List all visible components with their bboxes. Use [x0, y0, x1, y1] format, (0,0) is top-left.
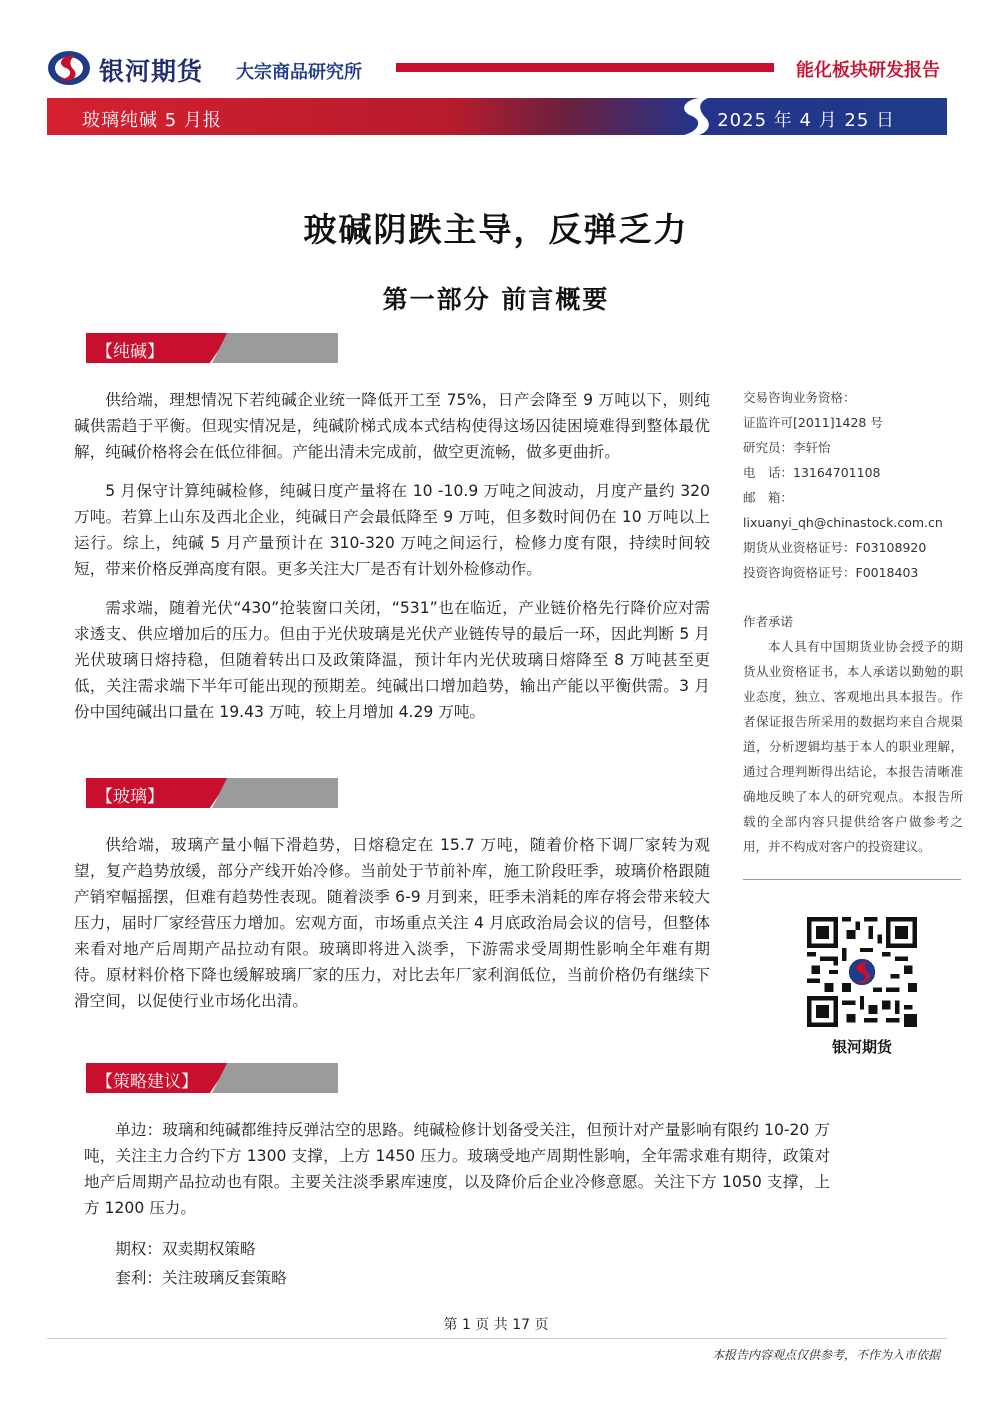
phone: 电 话：13164701108 — [743, 465, 881, 480]
paragraph: 需求端，随着光伏“430”抢装窗口关闭，“531”也在临近，产业链价格先行降价应对需求透支、供应增加后的压力。但由于光伏玻璃是光伏产业链传导的最后一环，因此判断 5 月光伏玻璃日熔持稳，但随着转出口及政策降温，预计年内光伏玻璃日熔降至 8 万吨甚至更低，关注需求端下半年可能出现的预期差。纯碱出口增加趋势，输出产能以平衡供需。3 月份中国纯碱出口量在 19.43 万吨，较上月增加 4.29 万吨。 — [74, 599, 710, 721]
license-label: 交易咨询业务资格： — [743, 390, 856, 405]
email-address: lixuanyi_qh@chinastock.com.cn — [743, 515, 943, 530]
section-tag-glass — [80, 778, 260, 808]
footer-divider — [47, 1338, 947, 1339]
paragraph: 单边：玻璃和纯碱都维持反弹沽空的思路。纯碱检修计划备受关注，但预计对产量影响有限约 10-20 万吨，关注主力合约下方 1300 支撑，上方 1450 压力。玻璃受地产周期性影响，全年需求难有期待，政策对地产后周期产品拉动也有限。主要关注淡季累库速度，以及降价后企业冷修意愿。关注下方 1050 支撑，上方 1200 压力。 — [84, 1121, 830, 1217]
institute-name: 大宗商品研究所 — [236, 62, 362, 83]
section-tag-label: 【策略建议】 — [96, 1072, 198, 1092]
license-number: 证监许可[2011]1428 号 — [743, 415, 883, 430]
report-date: 2025 年 4 月 25 日 — [717, 110, 895, 131]
qr-caption: 银河期货 — [831, 1038, 892, 1056]
swoosh-icon — [668, 94, 720, 140]
futures-license: 期货从业资格证号：F03108920 — [743, 540, 927, 555]
company-name: 银河期货 — [99, 57, 204, 86]
author-sidebar — [743, 385, 963, 859]
paragraph: 供给端，理想情况下若纯碱企业统一降低开工至 75%，日产会降至 9 万吨以下，则纯碱供需趋于平衡。但现实情况是，纯碱阶梯式成本式结构使得这场囚徒困境难得到整体最优解，纯碱价格将会在低位徘徊。产能出清未完成前，做空更流畅，做多更曲折。 — [74, 391, 710, 461]
header-red-rule — [396, 63, 774, 72]
section-tag-label: 【纯碱】 — [96, 342, 164, 362]
report-series: 玻璃纯碱 5 月报 — [82, 110, 222, 131]
section-tag-label: 【玻璃】 — [96, 787, 164, 807]
qr-code-icon — [807, 917, 917, 1027]
report-type: 能化板块研发报告 — [796, 60, 940, 81]
galaxy-logo-icon — [46, 48, 92, 88]
strategy-options: 期权：双卖期权策略 — [115, 1240, 256, 1258]
advisory-license: 投资咨询资格证号：F0018403 — [743, 565, 919, 580]
pledge-title: 作者承诺 — [743, 614, 794, 629]
email-label: 邮 箱： — [743, 490, 794, 505]
section-tag-strategy — [80, 1063, 260, 1093]
strategy-arbitrage: 套利：关注玻璃反套策略 — [115, 1269, 287, 1287]
page-title: 玻碱阴跌主导，反弹乏力 — [303, 210, 689, 249]
page-number: 第 1 页 共 17 页 — [443, 1317, 549, 1333]
page-header — [0, 0, 992, 98]
sidebar-divider — [743, 879, 961, 880]
section-heading: 第一部分 前言概要 — [382, 285, 610, 314]
paragraph: 5 月保守计算纯碱检修，纯碱日度产量将在 10 -10.9 万吨之间波动，月度产量约 320 万吨。若算上山东及西北企业，纯碱日产会最低降至 9 万吨，但多数时间仍在 10 万吨以上运行。综上，纯碱 5 月产量预计在 310-320 万吨之间运行，检修力度有限，持续时间较短，带来价格反弹高度有限。更多关注大厂是否有计划外检修动作。 — [74, 482, 710, 578]
researcher: 研究员：李轩怡 — [743, 440, 831, 455]
paragraph: 供给端，玻璃产量小幅下滑趋势，日熔稳定在 15.7 万吨，随着价格下调厂家转为观望，复产趋势放缓，部分产线开始冷修。当前处于节前补库，施工阶段旺季，玻璃价格跟随产销窄幅摇摆，但难有趋势性表现。随着淡季 6-9 月到来，旺季未消耗的库存将会带来较大压力，届时厂家经营压力增加。宏观方面，市场重点关注 4 月底政治局会议的信号，但整体来看对地产后周期产品拉动有限。玻璃即将进入淡季，下游需求受周期性影响全年难有期待。原材料价格下降也缓解玻璃厂家的压力，对比去年厂家利润低位，当前价格仍有继续下滑空间，以促使行业市场化出清。 — [74, 836, 710, 1010]
section-tag-soda — [80, 333, 260, 363]
pledge-text: 本人具有中国期货业协会授予的期货从业资格证书，本人承诺以勤勉的职业态度，独立、客观地出具本报告。作者保证报告所采用的数据均来自合规渠道，分析逻辑均基于本人的职业理解，通过合理判断得出结论，本报告清晰准确地反映了本人的研究观点。本报告所载的全部内容只提供给客户做参考之用，并不构成对客户的投资建议。 — [743, 639, 963, 854]
footer-disclaimer: 本报告内容观点仅供参考，不作为入市依据 — [711, 1348, 940, 1362]
